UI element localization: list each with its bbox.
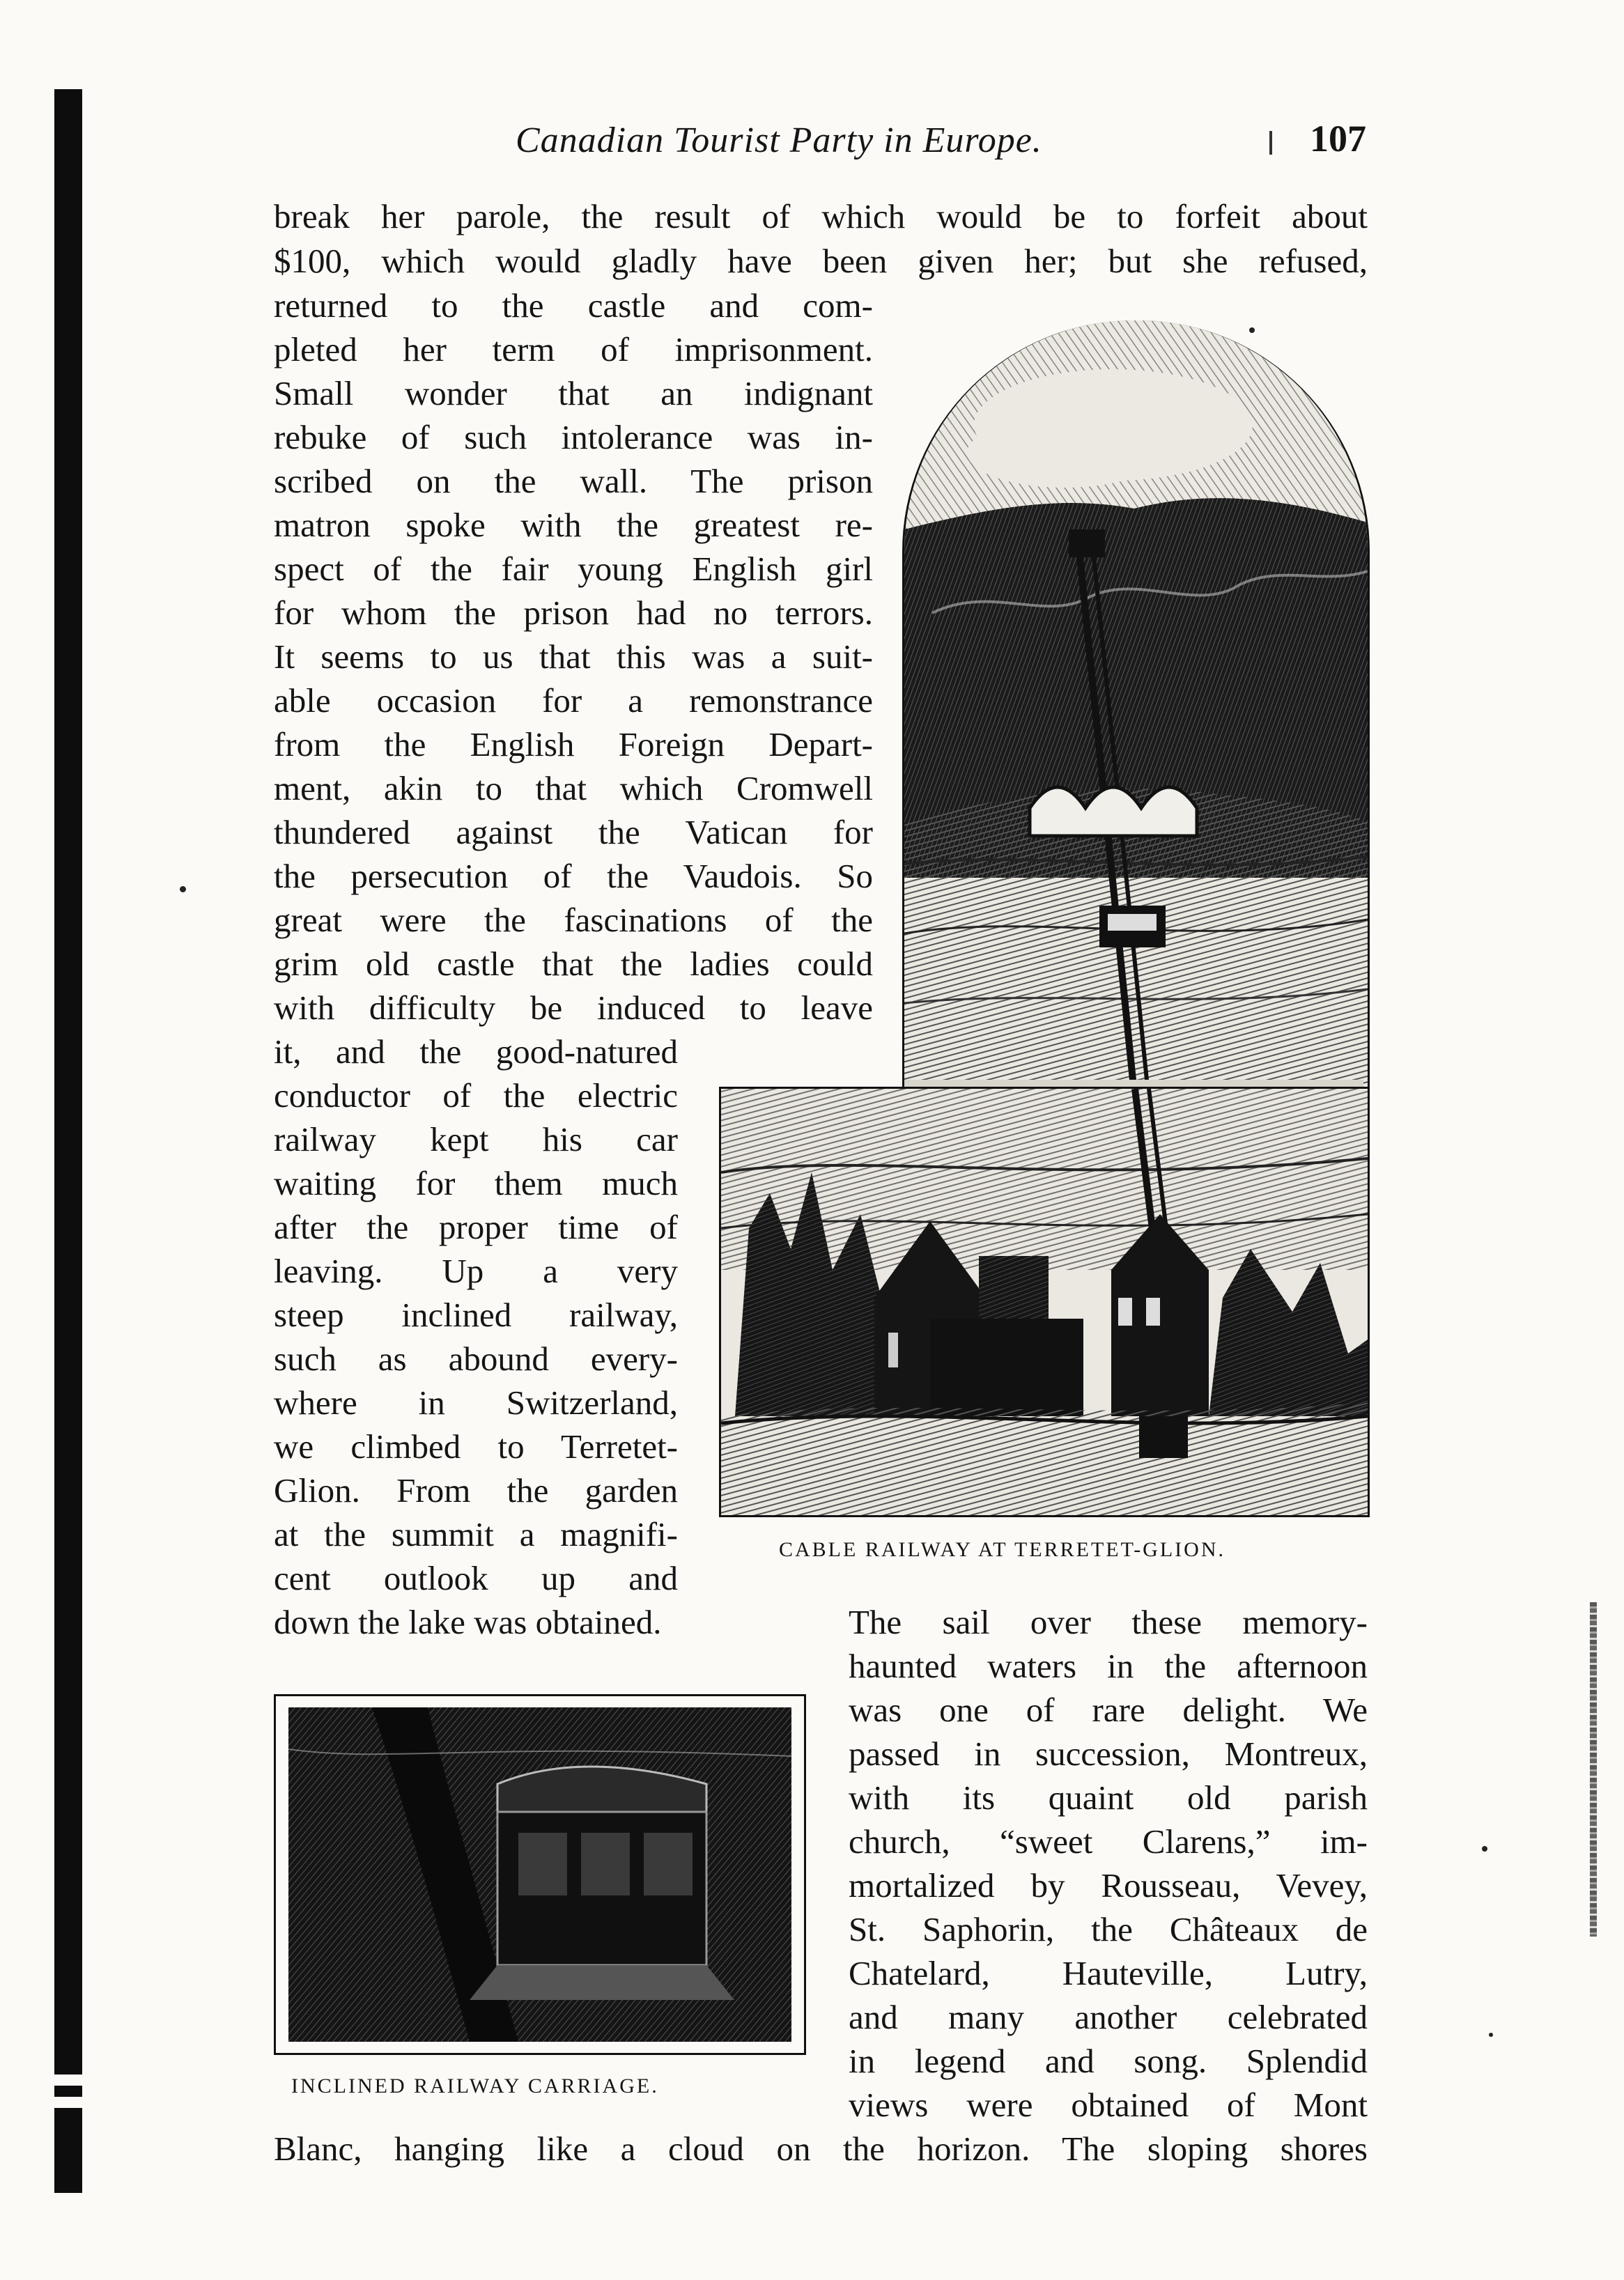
text-line: Chatelard, Hauteville, Lutry, (849, 1954, 1368, 1992)
text-line: passed in succession, Montreux, (849, 1735, 1368, 1773)
page-edge-scan-artifact (1590, 1602, 1597, 1937)
text-line: spect of the fair young English girl (274, 550, 873, 588)
header-mark (1269, 131, 1272, 155)
inclined-railway-carriage-image (288, 1707, 791, 2042)
text-line: with difficulty be induced to leave (274, 988, 873, 1027)
text-line: with its quaint old parish (849, 1778, 1368, 1817)
figure-caption-carriage: INCLINED RAILWAY CARRIAGE. (291, 2075, 659, 2097)
figure-caption-cable-railway: CABLE RAILWAY AT TERRETET-GLION. (779, 1538, 1225, 1561)
text-line: Small wonder that an indignant (274, 374, 873, 412)
text-line: It seems to us that this was a suit- (274, 637, 873, 676)
text-line: views were obtained of Mont (849, 2086, 1368, 2124)
text-line: Glion. From the garden (274, 1471, 678, 1510)
binding-shadow (54, 89, 82, 2193)
text-line: where in Switzerland, (274, 1383, 678, 1422)
text-line: waiting for them much (274, 1164, 678, 1202)
page-number: 107 (1310, 118, 1366, 160)
text-line: from the English Foreign Depart- (274, 725, 873, 763)
text-line: Blanc, hanging like a cloud on the horizon. The sloping shores (274, 2130, 1368, 2168)
binding-notch (49, 2075, 89, 2086)
speck (1249, 327, 1255, 333)
text-line: railway kept his car (274, 1120, 678, 1158)
text-line: St. Saphorin, the Châteaux de (849, 1910, 1368, 1948)
text-line: thundered against the Vatican for (274, 813, 873, 851)
text-line: steep inclined railway, (274, 1296, 678, 1334)
text-line: returned to the castle and com- (274, 286, 873, 325)
text-line: ment, akin to that which Cromwell (274, 769, 873, 807)
text-line: matron spoke with the greatest re- (274, 506, 873, 544)
binding-notch (49, 2097, 89, 2108)
text-line: at the summit a magnifi- (274, 1515, 678, 1553)
text-line: grim old castle that the ladies could (274, 945, 873, 983)
cable-railway-illustration (902, 320, 1370, 1096)
text-line: pleted her term of imprisonment. (274, 330, 873, 369)
text-line: in legend and song. Splendid (849, 2042, 1368, 2080)
text-line: The sail over these memory- (849, 1603, 1368, 1641)
text-line: mortalized by Rousseau, Vevey, (849, 1866, 1368, 1905)
speck (180, 886, 186, 892)
text-line: leaving. Up a very (274, 1252, 678, 1290)
text-line: able occasion for a remonstrance (274, 681, 873, 720)
speck (1482, 1846, 1487, 1852)
text-line: great were the fascinations of the (274, 901, 873, 939)
text-line: such as abound every- (274, 1340, 678, 1378)
text-line: we climbed to Terretet- (274, 1427, 678, 1466)
text-line: rebuke of such intolerance was in- (274, 418, 873, 456)
text-line: haunted waters in the afternoon (849, 1647, 1368, 1685)
text-line: down the lake was obtained. (274, 1603, 662, 1641)
text-line: church, “sweet Clarens,” im- (849, 1822, 1368, 1861)
text-line: cent outlook up and (274, 1559, 678, 1597)
cable-railway-illustration-lower (719, 1087, 1370, 1517)
cable-railway-engraving-lower (721, 1089, 1368, 1515)
text-line: was one of rare delight. We (849, 1691, 1368, 1729)
text-line: break her parole, the result of which would be to forfeit about (274, 197, 1368, 235)
text-line: for whom the prison had no terrors. (274, 594, 873, 632)
text-line: $100, which would gladly have been given her; but she refused, (274, 242, 1368, 280)
running-title: Canadian Tourist Party in Europe. (516, 121, 1042, 160)
cable-railway-engraving-upper (904, 320, 1368, 1094)
text-line: and many another celebrated (849, 1998, 1368, 2036)
inclined-railway-carriage-engraving (288, 1707, 791, 2042)
text-line: scribed on the wall. The prison (274, 462, 873, 500)
text-line: the persecution of the Vaudois. So (274, 857, 873, 895)
text-line: it, and the good-natured (274, 1032, 678, 1071)
text-line: conductor of the electric (274, 1076, 678, 1115)
inclined-railway-carriage-figure (274, 1694, 806, 2055)
text-line: after the proper time of (274, 1208, 678, 1246)
speck (1489, 2033, 1493, 2037)
